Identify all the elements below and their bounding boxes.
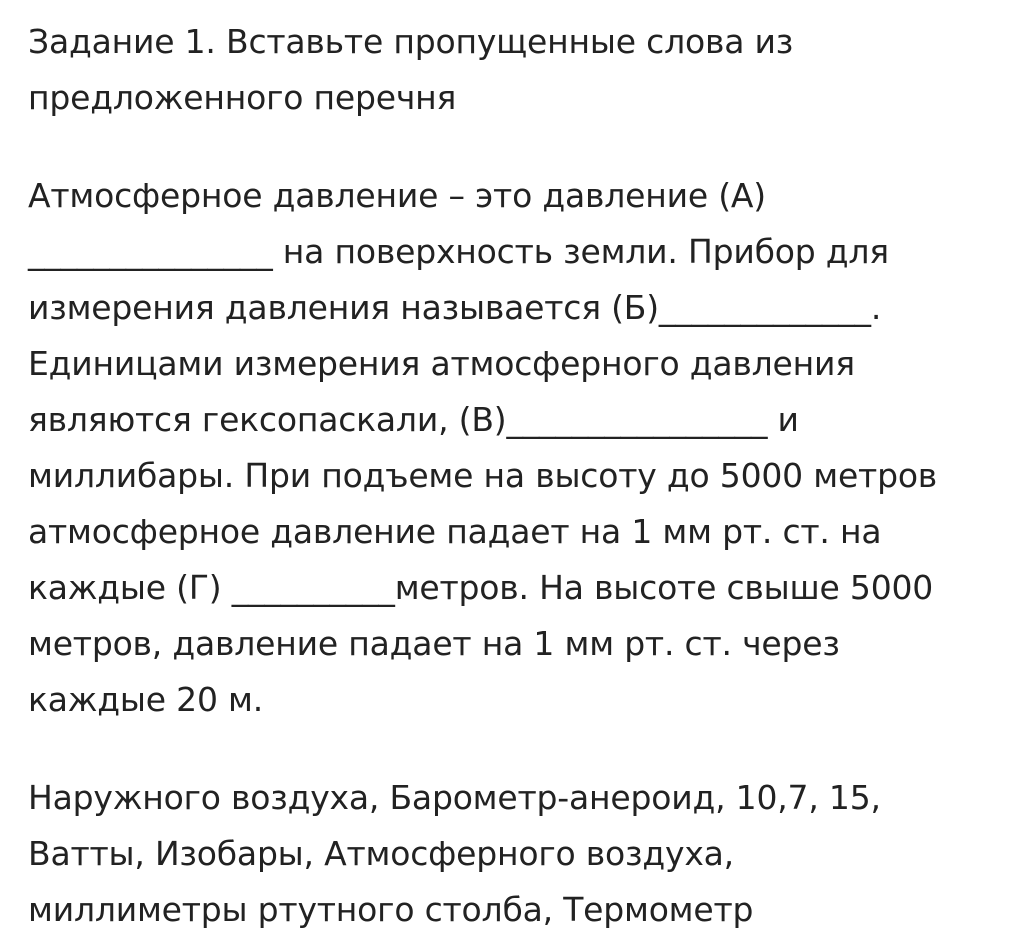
document-page — [28, 14, 988, 938]
paragraph-gap — [28, 728, 988, 770]
passage-line: миллибары. При подъеме на высоту до 5000 метров — [28, 456, 938, 495]
passage-paragraph — [28, 168, 988, 728]
passage-line: атмосферное давление падает на 1 мм рт. ст. на — [28, 512, 882, 551]
word-options-line: Наружного воздуха, Барометр-анероид, 10,7, 15, — [28, 778, 881, 817]
passage-line: каждые (Г) __________метров. На высоте свыше 5000 — [28, 568, 934, 607]
task-title — [28, 14, 988, 126]
word-options-list — [28, 770, 988, 938]
passage-line: измерения давления называется (Б)_____________. — [28, 288, 882, 327]
word-options-line: миллиметры ртутного столба, Термометр — [28, 890, 754, 929]
task-title-line: предложенного перечня — [28, 78, 457, 117]
word-options-line: Ватты, Изобары, Атмосферного воздуха, — [28, 834, 734, 873]
task-title-line: Задание 1. Вставьте пропущенные слова из — [28, 22, 794, 61]
passage-line: Единицами измерения атмосферного давления — [28, 344, 855, 383]
paragraph-gap — [28, 126, 988, 168]
passage-line: Атмосферное давление – это давление (А) — [28, 176, 766, 215]
passage-line: метров, давление падает на 1 мм рт. ст. через — [28, 624, 840, 663]
passage-line: каждые 20 м. — [28, 680, 264, 719]
passage-line: _______________ на поверхность земли. Прибор для — [28, 232, 889, 271]
passage-line: являются гексопаскали, (В)________________ и — [28, 400, 799, 439]
